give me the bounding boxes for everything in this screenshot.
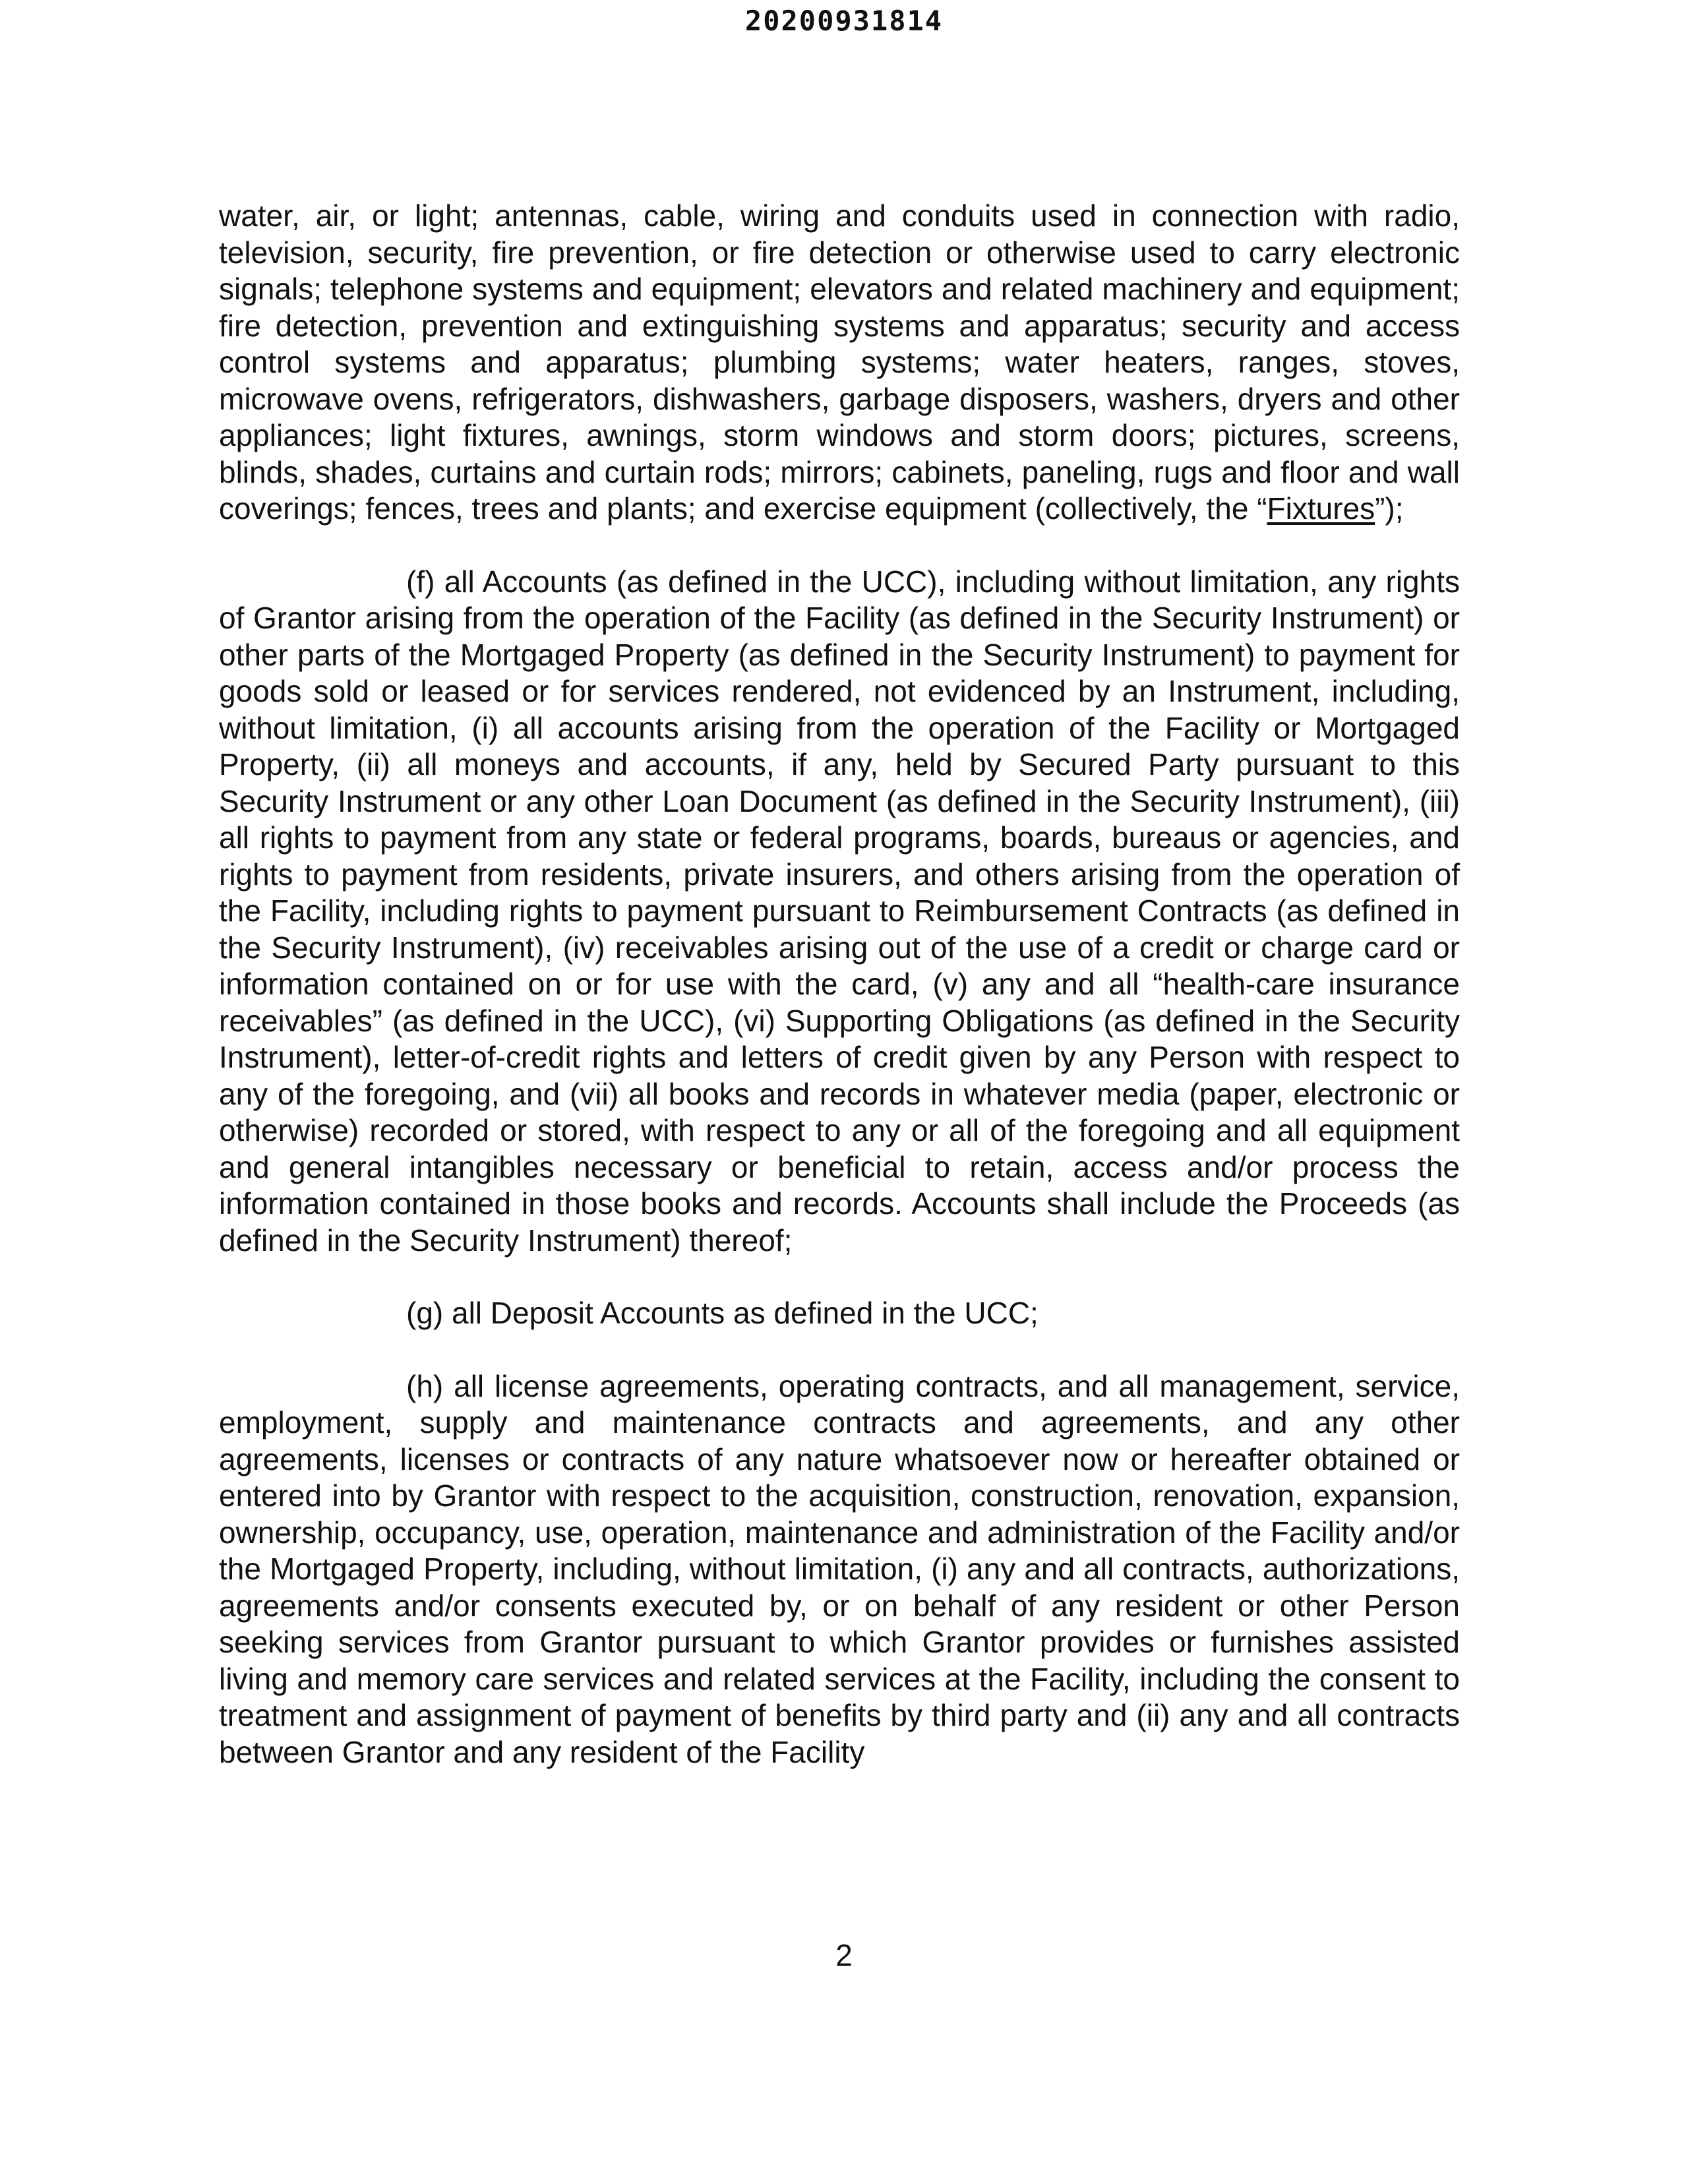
paragraph-deposit-accounts: (g) all Deposit Accounts as defined in the UCC; bbox=[406, 1296, 1039, 1330]
paragraph-fixtures-closing: ”); bbox=[1375, 491, 1404, 526]
document-number: 20200931814 bbox=[744, 5, 944, 37]
paragraph-fixtures bbox=[219, 198, 1460, 528]
paragraph-fixtures-text: water, air, or light; antennas, cable, wiring and conduits used in connection with radio, television, security, fire prevention, or fire detection or otherwise used to carry electronic signals; telephone systems and equipment; elevators and related machinery and equipment; fire detection, prevention and extinguishing systems and apparatus; security and access control systems and apparatus; plumbing systems; water heaters, ranges, stoves, microwave ovens, refrigerators, dishwashers, garbage disposers, washers, dryers and other appliances; light fixtures, awnings, storm windows and storm doors; pictures, screens, blinds, shades, curtains and curtain rods; mirrors; cabinets, paneling, rugs and floor and wall coverings; fences, trees and plants; and exercise equipment (collectively, the “ bbox=[219, 198, 1460, 526]
paragraph-accounts: (f) all Accounts (as defined in the UCC), including without limitation, any rights of Grantor arising from the operation of the Facility (as defined in the Security Instrument) or other parts of the Mortgaged Property (as defined in the Security Instrument) to payment for goods sold or leased or for services rendered, not evidenced by an Instrument, including, without limitation, (i) all accounts arising from the operation of the Facility or Mortgaged Property, (ii) all moneys and accounts, if any, held by Secured Party pursuant to this Security Instrument or any other Loan Document (as defined in the Security Instrument), (iii) all rights to payment from any state or federal programs, boards, bureaus or agencies, and rights to payment from residents, private insurers, and others arising from the operation of the Facility, including rights to payment pursuant to Reimbursement Contracts (as defined in the Security Instrument), (iv) receivables arising out of the use of a credit or charge card or information contained on or for use with the card, (v) any and all “health-care insurance receivables” (as defined in the UCC), (vi) Supporting Obligations (as defined in the Security Instrument), letter-of-credit rights and letters of credit given by any Person with respect to any of the foregoing, and (vii) all books and records in whatever media (paper, electronic or otherwise) recorded or stored, with respect to any or all of the foregoing and all equipment and general intangibles necessary or beneficial to retain, access and/or process the information contained in those books and records. Accounts shall include the Proceeds (as defined in the Security Instrument) thereof; bbox=[219, 564, 1460, 1258]
paragraph-license-agreements: (h) all license agreements, operating contracts, and all management, service, employment, supply and maintenance contracts and agreements, and any other agreements, licenses or contracts of any nature whatsoever now or hereafter obtained or entered into by Grantor with respect to the acquisition, construction, renovation, expansion, ownership, occupancy, use, operation, maintenance and administration of the Facility and/or the Mortgaged Property, including, without limitation, (i) any and all contracts, authorizations, agreements and/or consents executed by, or on behalf of any resident or other Person seeking services from Grantor pursuant to which Grantor provides or furnishes assisted living and memory care services and related services at the Facility, including the consent to treatment and assignment of payment of benefits by third party and (ii) any and all contracts between Grantor and any resident of the Facility bbox=[219, 1368, 1460, 1769]
page-number: 2 bbox=[835, 1938, 853, 1972]
document-body bbox=[219, 198, 1460, 1807]
defined-term-fixtures: Fixtures bbox=[1267, 491, 1375, 526]
